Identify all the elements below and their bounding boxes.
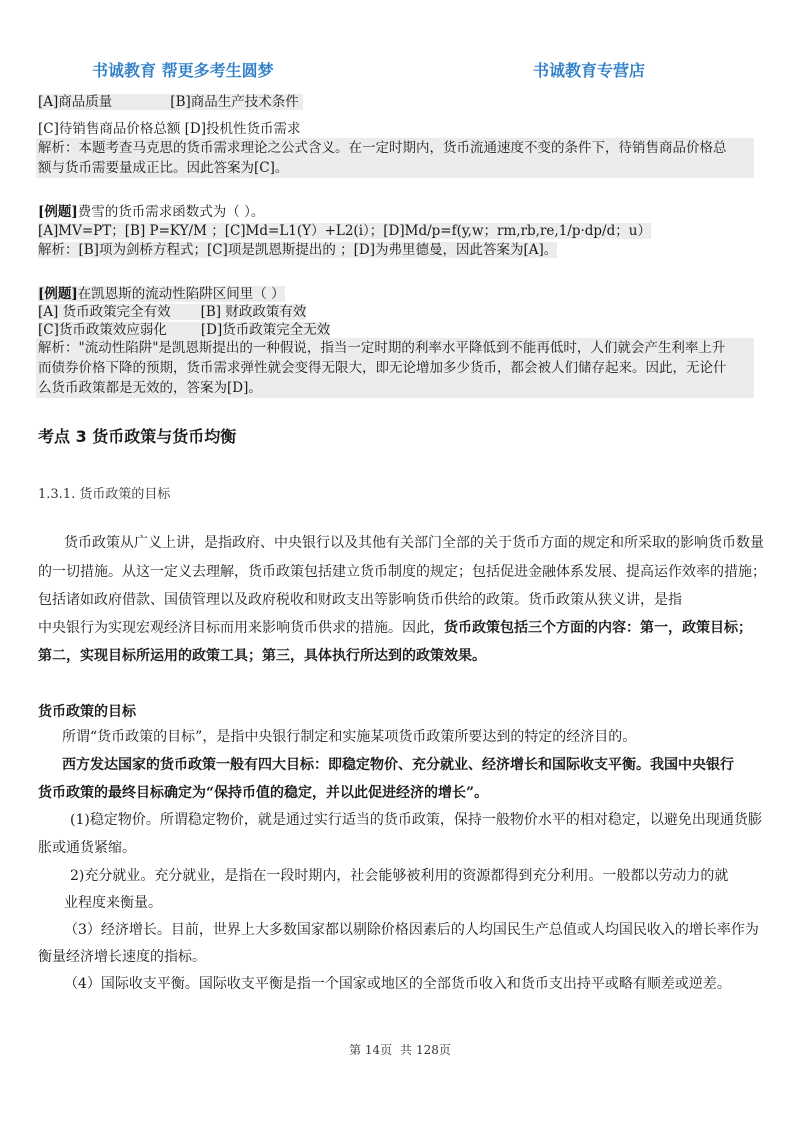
- header-left-title: 书诚教育 帮更多考生圆梦: [92, 61, 274, 80]
- para1-line-5: 第二，实现目标所运用的政策工具；第三，具体执行所达到的政策效果。: [38, 648, 486, 664]
- item3-line-1: （3）经济增长。目前，世界上大多数国家都以剔除价格因素后的人均国民生产总值或人均国民收入的增长率作为: [64, 922, 759, 938]
- item2-line-1: 2)充分就业。充分就业，是指在一段时期内，社会能够被利用的资源都得到充分利用。一般都以劳动力的就: [70, 868, 729, 884]
- section-title: 考点 3 货币政策与货币均衡: [38, 427, 237, 446]
- item1-line-2: 胀或通货紧缩。: [38, 840, 136, 856]
- q2-stem: 费雪的货币需求函数式为（ ）。: [77, 204, 265, 220]
- footer-total-pages: 共 128页: [400, 1043, 451, 1057]
- q1-option-b: [B]商品生产技术条件: [170, 94, 302, 110]
- q2-stem-line: [38, 202, 264, 222]
- q3-option-c: [C]货币政策效应弱化: [38, 322, 201, 338]
- goal-definition: 所谓“货币政策的目标”，是指中央银行制定和实施某项货币政策所要达到的特定的经济目的。: [62, 729, 637, 745]
- para1-line-3: 包括诸如政府借款、国债管理以及政府税收和财政支出等影响货币供给的政策。货币政策从狭义讲，是指: [38, 592, 682, 608]
- q3-option-d: [D]货币政策完全无效: [200, 322, 331, 338]
- q3-analysis-line-3: 么货币政策都是无效的，答案为[D]。: [38, 380, 262, 396]
- q1-analysis-line-2: 额与货币需要量成正比。因此答案为[C]。: [38, 160, 289, 176]
- q2-analysis: 解析：[B]项为剑桥方程式；[C]项是凯恩斯提出的 ；[D]为弗里德曼，因此答案为[A]。: [38, 242, 558, 258]
- q1-options-cd: [C]待销售商品价格总额 [D]投机性货币需求: [38, 121, 301, 137]
- q1-analysis-line-1: 解析：本题考查马克思的货币需求理论之公式含义。在一定时期内，货币流通速度不变的条件下，待销售商品价格总: [38, 140, 727, 156]
- para1-line-4: 中央银行为实现宏观经济目标而用来影响货币供求的措施。因此，货币政策包括三个方面的内容：第一，政策目标；: [38, 620, 752, 636]
- header-right-title: 书诚教育专营店: [533, 61, 646, 80]
- goal-bold-line-1: 西方发达国家的货币政策一般有四大目标：即稳定物价、充分就业、经济增长和国际收支平衡。我国中央银行: [62, 757, 734, 773]
- item1-line-1: (1)稳定物价。所谓稳定物价，就是通过实行适当的货币政策，保持一般物价水平的相对稳定，以避免出现通货膨: [70, 812, 762, 828]
- goal-bold-line-2: 货币政策的最终目标确定为“保持币值的稳定，并以此促进经济的增长”。: [38, 785, 489, 801]
- footer-page-number: 第 14页: [349, 1043, 393, 1057]
- q1-option-a: [A]商品质量: [38, 94, 170, 110]
- q3-stem-line: [38, 284, 285, 304]
- q3-options-cd: [38, 320, 330, 340]
- goal-title: 货币政策的目标: [38, 704, 136, 720]
- item4-line-1: （4）国际收支平衡。国际收支平衡是指一个国家或地区的全部货币收入和货币支出持平或略有顺差或逆差。: [64, 976, 731, 992]
- q3-tag: [例题]: [38, 286, 78, 302]
- page-footer: [0, 1041, 800, 1058]
- item3-line-2: 衡量经济增长速度的指标。: [38, 949, 206, 965]
- q3-analysis-line-2: 而债券价格下降的预期，货币需求弹性就会变得无限大，即无论增加多少货币，都会被人们储存起来。因此，无论什: [38, 360, 727, 376]
- q3-option-a: [A] 货币政策完全有效: [38, 304, 201, 320]
- para1-line-2: 的一切措施。从这一定义去理解，货币政策包括建立货币制度的规定；包括促进金融体系发展、提高运作效率的措施；: [38, 564, 766, 580]
- subsection-title: 1.3.1. 货币政策的目标: [38, 487, 171, 502]
- q3-option-b: [B] 财政政策有效: [200, 304, 307, 320]
- q1-options-ab: [38, 92, 303, 112]
- q3-analysis-line-1: 解析："流动性陷阱"是凯恩斯提出的一种假说，指当一定时期的利率水平降低到不能再低时，人们就会产生利率上升: [38, 340, 726, 356]
- para1-line-1: 货币政策从广义上讲，是指政府、中央银行以及其他有关部门全部的关于货币方面的规定和所采取的影响货币数量: [64, 535, 764, 551]
- q3-stem: 在凯恩斯的流动性陷阱区间里（ ）: [77, 286, 285, 302]
- q2-tag: [例题]: [38, 204, 78, 220]
- q2-options: [A]MV=PT；[B] P=KY/M ；[C]Md=L1(Y）+L2(i）；[D]Md/p=f(y,w；rm,rb,re,1/p·dp/d；u）: [38, 223, 651, 239]
- q3-options-ab: [38, 302, 306, 322]
- item2-line-2: 业程度来衡量。: [64, 895, 162, 911]
